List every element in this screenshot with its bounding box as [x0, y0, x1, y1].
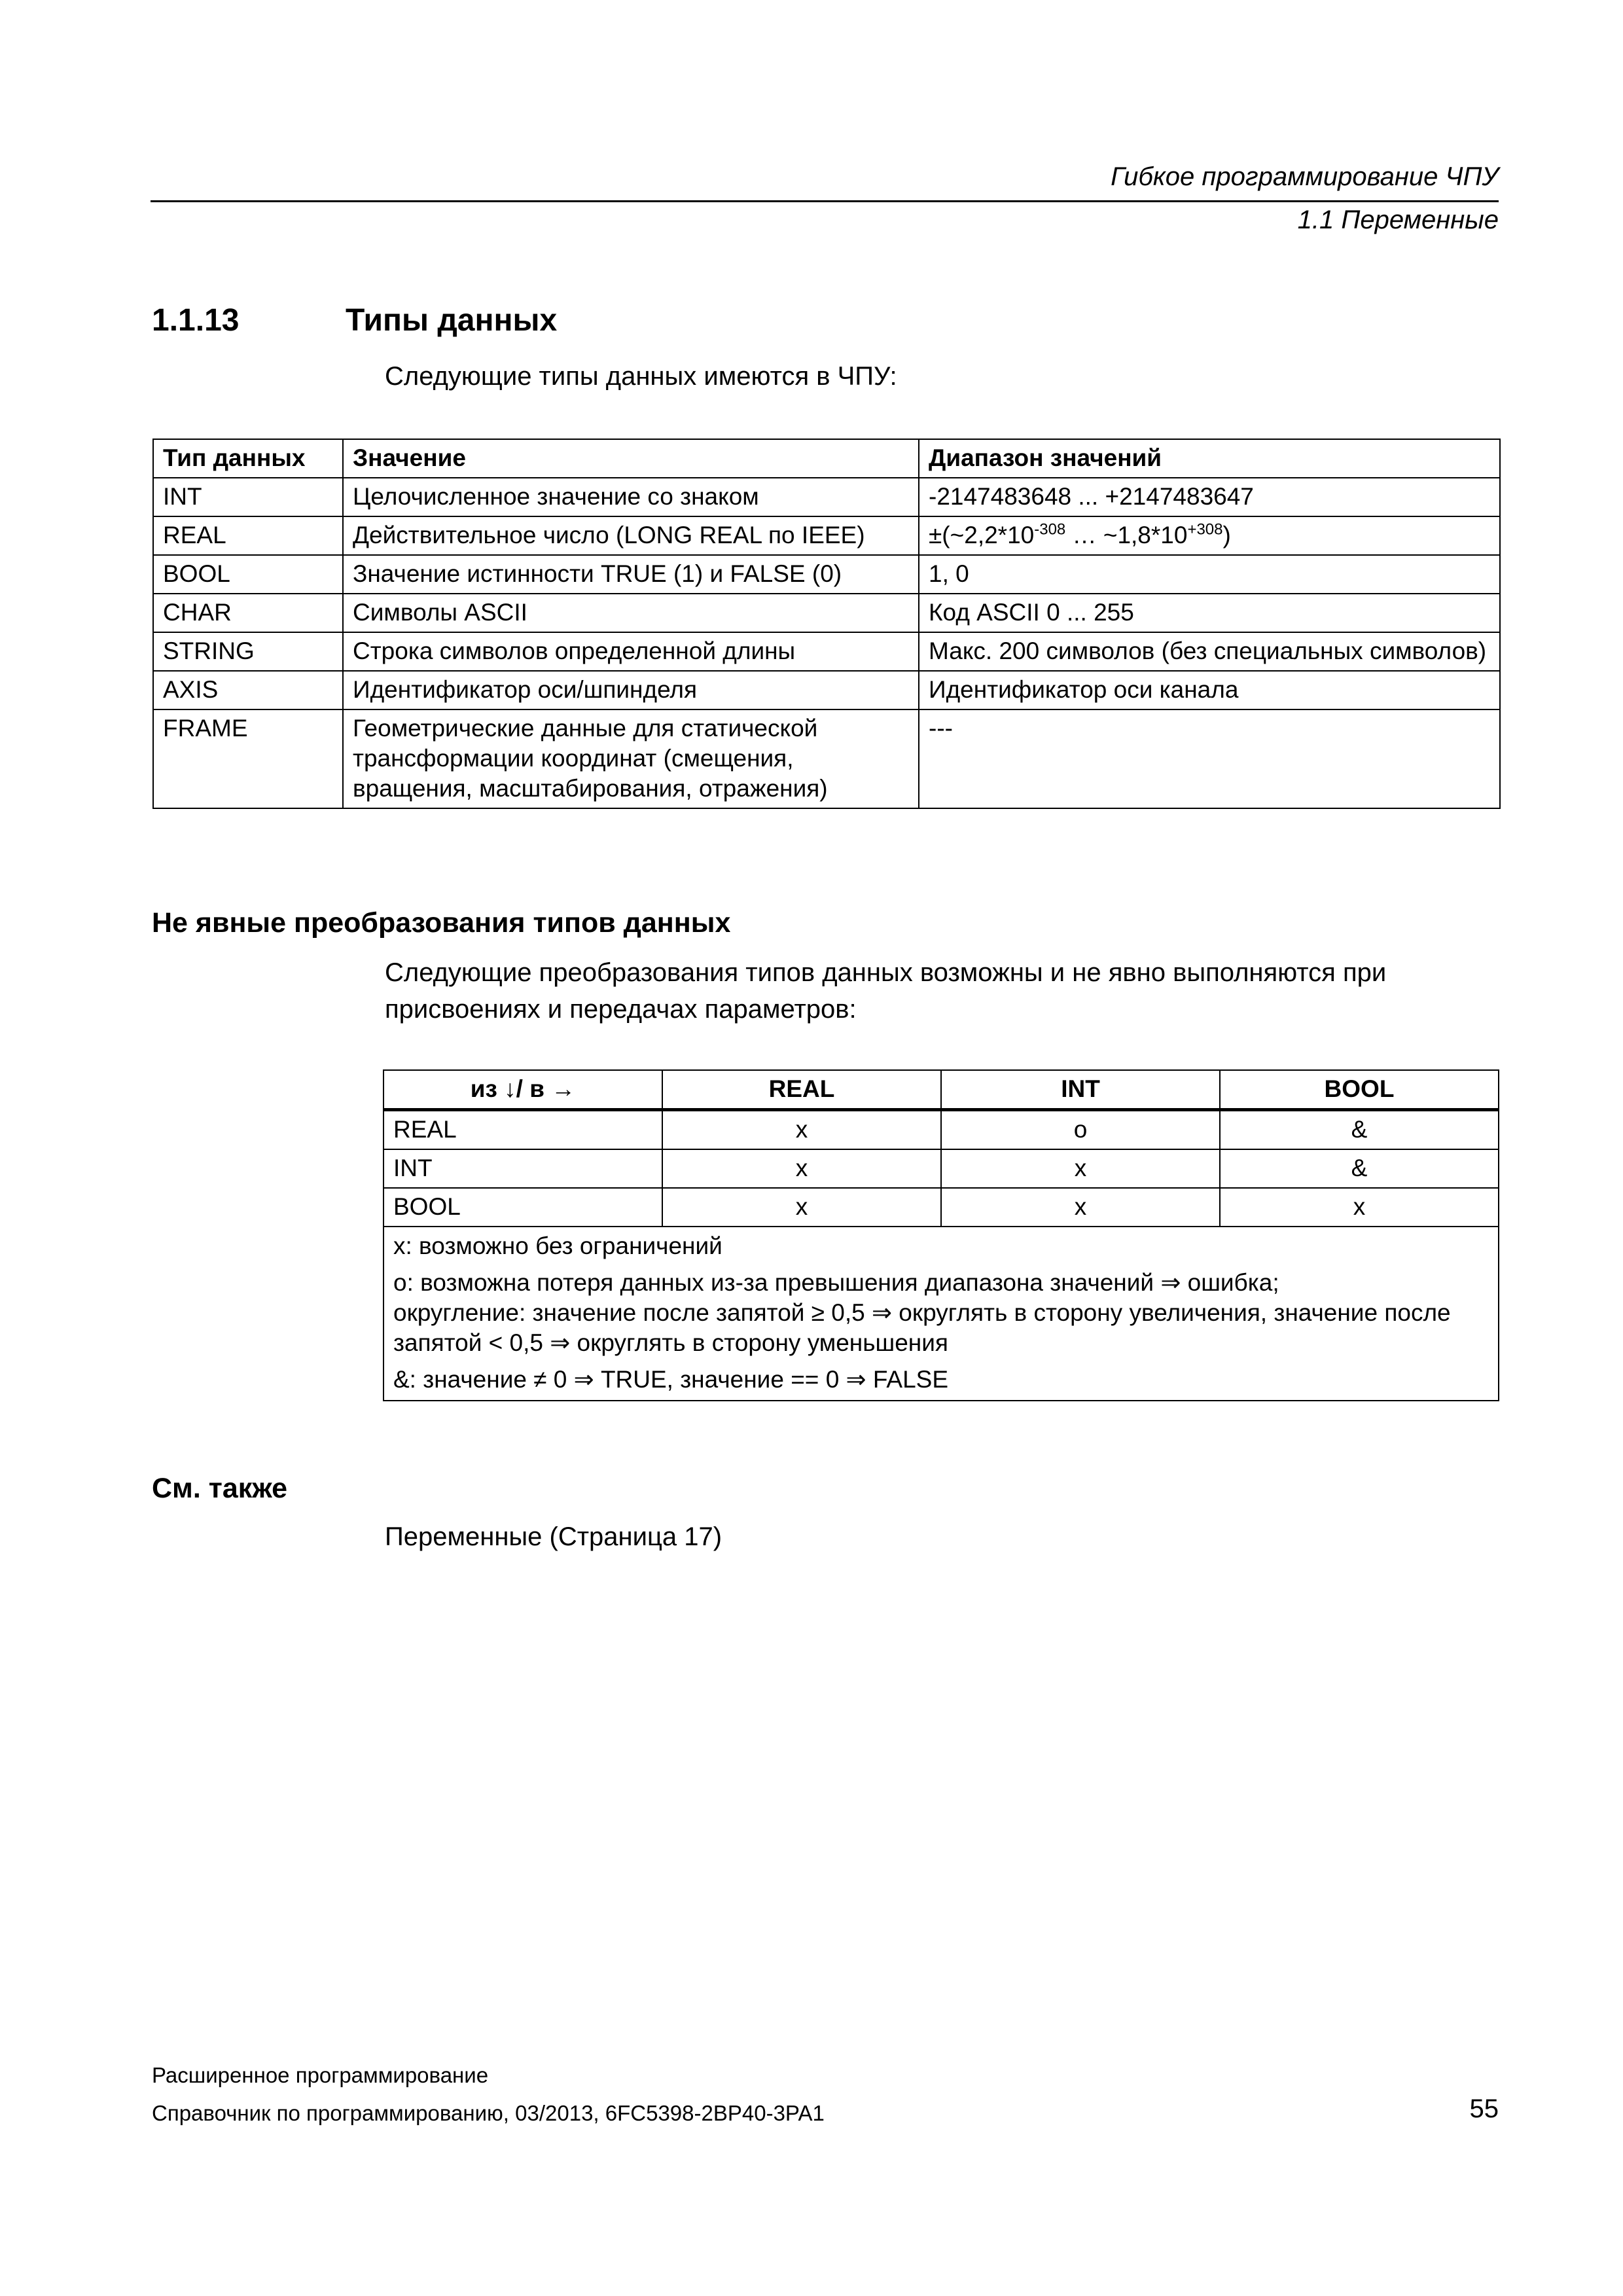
- from-type-cell: INT: [383, 1149, 662, 1188]
- conversion-cell: &: [1220, 1149, 1499, 1188]
- type-cell: CHAR: [153, 594, 343, 632]
- conversion-cell: o: [941, 1110, 1220, 1150]
- column-header-meaning: Значение: [343, 439, 919, 478]
- section-intro: Следующие типы данных имеются в ЧПУ:: [385, 362, 897, 391]
- conversion-cell: x: [1220, 1188, 1499, 1227]
- meaning-cell: Строка символов определенной длины: [343, 632, 919, 671]
- footer-line-2: Справочник по программированию, 03/2013, 6FC5398-2BP40-3PA1: [152, 2101, 825, 2125]
- meaning-cell: Символы ASCII: [343, 594, 919, 632]
- range-cell: Идентификатор оси канала: [919, 671, 1500, 709]
- type-cell: REAL: [153, 516, 343, 555]
- meaning-cell: Целочисленное значение со знаком: [343, 478, 919, 516]
- legend-note: x: возможно без ограничений: [393, 1232, 722, 1259]
- meaning-cell: Значение истинности TRUE (1) и FALSE (0): [343, 555, 919, 594]
- column-header-real: REAL: [662, 1070, 941, 1110]
- see-also-link[interactable]: Переменные (Страница 17): [385, 1522, 722, 1551]
- range-text: ): [1222, 522, 1231, 548]
- range-text: … ~1,8*10: [1065, 522, 1188, 548]
- subsection-title-see-also: См. также: [152, 1473, 288, 1504]
- range-cell: 1, 0: [919, 555, 1500, 594]
- data-types-table: [152, 439, 1501, 809]
- legend-note: округление: значение после запятой ≥ 0,5 ⇒ округлять в сторону увеличения, значение после запятой < 0,5 ⇒ округлять в сторону уменьшения: [393, 1299, 1451, 1356]
- table-row: [153, 516, 1500, 555]
- see-also-entry: [385, 1522, 722, 1552]
- range-cell: [919, 516, 1500, 555]
- range-cell: ---: [919, 709, 1500, 808]
- header-rule: [151, 200, 1499, 202]
- legend-notes-cell: [383, 1227, 1499, 1401]
- conversion-cell: x: [941, 1149, 1220, 1188]
- section-number: 1.1.13: [152, 303, 240, 338]
- table-row: [383, 1110, 1499, 1150]
- column-header-int: INT: [941, 1070, 1220, 1110]
- running-header-section: 1.1 Переменные: [1297, 206, 1499, 234]
- conversion-table: [383, 1069, 1499, 1401]
- table-row: [153, 709, 1500, 808]
- type-cell: BOOL: [153, 555, 343, 594]
- table-header-row: [153, 439, 1500, 478]
- table-row: [153, 555, 1500, 594]
- from-type-cell: BOOL: [383, 1188, 662, 1227]
- table-row: [153, 632, 1500, 671]
- table-row: [153, 671, 1500, 709]
- column-header-bool: BOOL: [1220, 1070, 1499, 1110]
- conversion-cell: x: [662, 1110, 941, 1150]
- type-cell: FRAME: [153, 709, 343, 808]
- range-cell: -2147483648 ... +2147483647: [919, 478, 1500, 516]
- type-cell: STRING: [153, 632, 343, 671]
- conversion-cell: &: [1220, 1110, 1499, 1150]
- range-exponent: +308: [1187, 520, 1223, 539]
- legend-note: o: возможна потеря данных из-за превышения диапазона значений ⇒ ошибка;: [393, 1269, 1279, 1296]
- conversion-cell: x: [662, 1188, 941, 1227]
- conversion-cell: x: [941, 1188, 1220, 1227]
- range-cell: Макс. 200 символов (без специальных символов): [919, 632, 1500, 671]
- running-header-chapter: Гибкое программирование ЧПУ: [1111, 162, 1499, 191]
- table-row: [383, 1188, 1499, 1227]
- from-type-cell: REAL: [383, 1110, 662, 1150]
- table-row: [383, 1149, 1499, 1188]
- type-cell: INT: [153, 478, 343, 516]
- table-row: [153, 594, 1500, 632]
- meaning-cell: Действительное число (LONG REAL по IEEE): [343, 516, 919, 555]
- implicit-intro: Следующие преобразования типов данных возможны и не явно выполняются при присвоениях и передачах параметров:: [385, 958, 1387, 1024]
- footer-line-1: Расширенное программирование: [152, 2063, 489, 2087]
- legend-note: &: значение ≠ 0 ⇒ TRUE, значение == 0 ⇒ FALSE: [393, 1366, 949, 1393]
- meaning-cell: Идентификатор оси/шпинделя: [343, 671, 919, 709]
- meaning-cell: Геометрические данные для статической трансформации координат (смещения, вращения, масштабирования, отражения): [343, 709, 919, 808]
- table-header-row: [383, 1070, 1499, 1110]
- column-header-type: Тип данных: [153, 439, 343, 478]
- column-header-range: Диапазон значений: [919, 439, 1500, 478]
- table-row: [153, 478, 1500, 516]
- range-exponent: -308: [1034, 520, 1066, 539]
- range-text: ±(~2,2*10: [929, 522, 1035, 548]
- notes-row: [383, 1227, 1499, 1401]
- conversion-cell: x: [662, 1149, 941, 1188]
- section-title: Типы данных: [346, 303, 558, 338]
- subsection-title-implicit: Не явные преобразования типов данных: [152, 907, 731, 939]
- range-cell: Код ASCII 0 ... 255: [919, 594, 1500, 632]
- type-cell: AXIS: [153, 671, 343, 709]
- page-number: 55: [1469, 2094, 1499, 2123]
- column-header-from-to: из ↓/ в →: [383, 1070, 662, 1110]
